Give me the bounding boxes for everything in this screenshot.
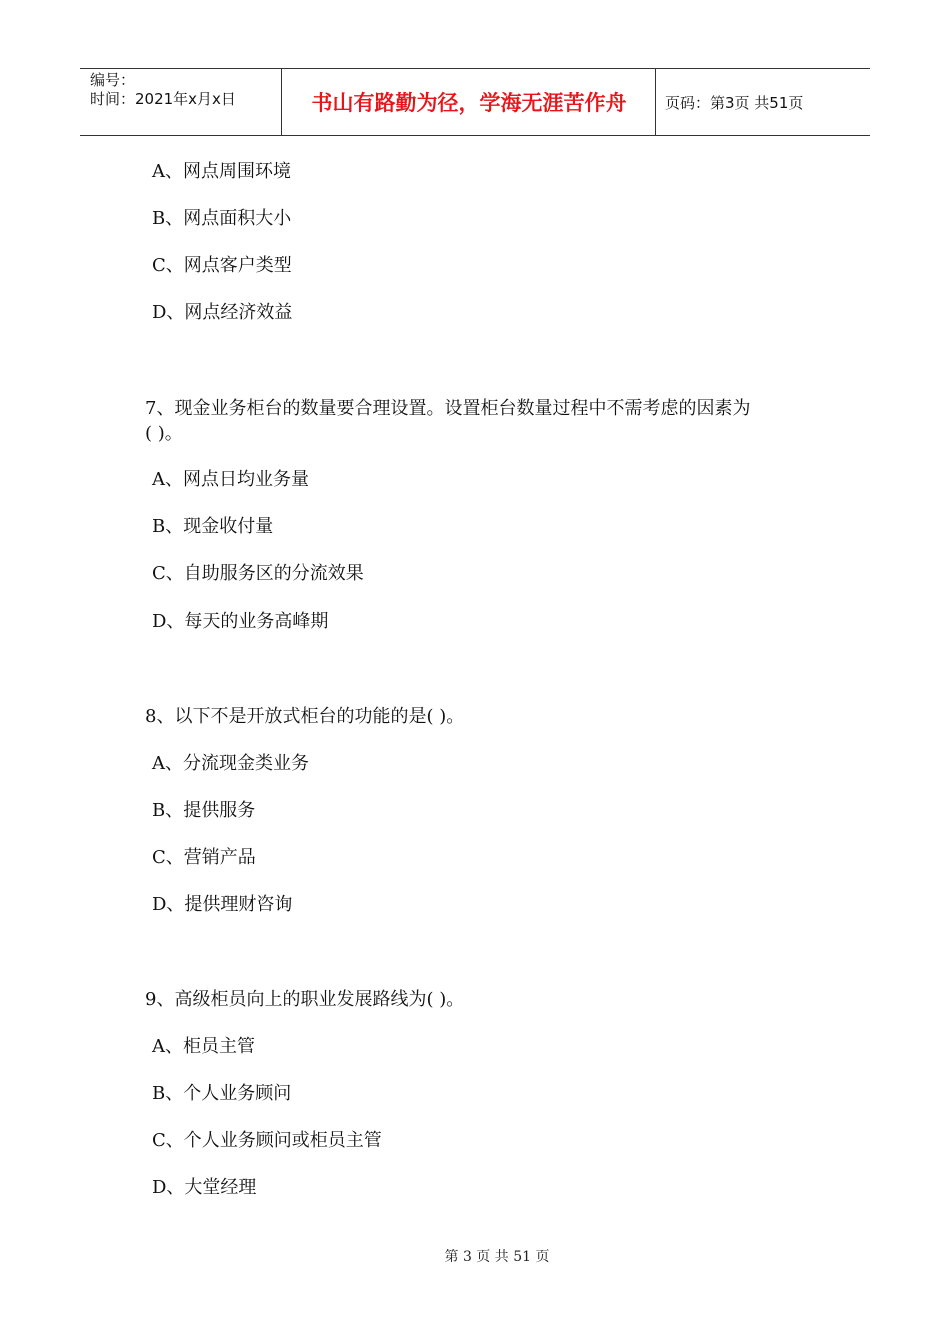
question-7-text: 7、现金业务柜台的数量要合理设置。设置柜台数量过程中不需考虑的因素为 [145, 398, 751, 419]
option-a: A、网点周围环境 [152, 161, 291, 182]
page-footer: 第 3 页 共 51 页 [444, 1249, 550, 1265]
question-8-option-d: D、提供理财咨询 [152, 894, 293, 915]
question-7-option-c: C、自助服务区的分流效果 [152, 563, 364, 584]
question-8-option-a: A、分流现金类业务 [152, 753, 309, 774]
question-9-option-d: D、大堂经理 [152, 1177, 257, 1198]
question-9-option-c: C、个人业务顾问或柜员主管 [152, 1130, 382, 1151]
header-page-info: 页码：第3页 共51页 [665, 93, 804, 112]
option-b: B、网点面积大小 [152, 208, 292, 229]
question-8-option-c: C、营销产品 [152, 847, 256, 868]
header-divider-left [281, 69, 282, 135]
option-d: D、网点经济效益 [152, 302, 293, 323]
question-8-option-b: B、提供服务 [152, 800, 256, 821]
question-7-option-a: A、网点日均业务量 [152, 469, 309, 490]
question-7-text-cont: ( )。 [145, 423, 183, 444]
header-divider-right [655, 69, 656, 135]
question-7-option-d: D、每天的业务高峰期 [152, 611, 329, 632]
question-9-text: 9、高级柜员向上的职业发展路线为( )。 [145, 989, 465, 1010]
document-number-label: 编号： [90, 71, 136, 89]
question-8-text: 8、以下不是开放式柜台的功能的是( )。 [145, 706, 465, 727]
header-motto: 书山有路勤为径，学海无涯苦作舟 [311, 91, 627, 115]
header-meta [90, 71, 236, 109]
option-c: C、网点客户类型 [152, 255, 292, 276]
question-9-option-b: B、个人业务顾问 [152, 1083, 292, 1104]
question-9-option-a: A、柜员主管 [152, 1036, 255, 1057]
document-date: 时间：2021年x月x日 [90, 90, 236, 108]
question-7-option-b: B、现金收付量 [152, 516, 274, 537]
page-header [80, 68, 870, 136]
